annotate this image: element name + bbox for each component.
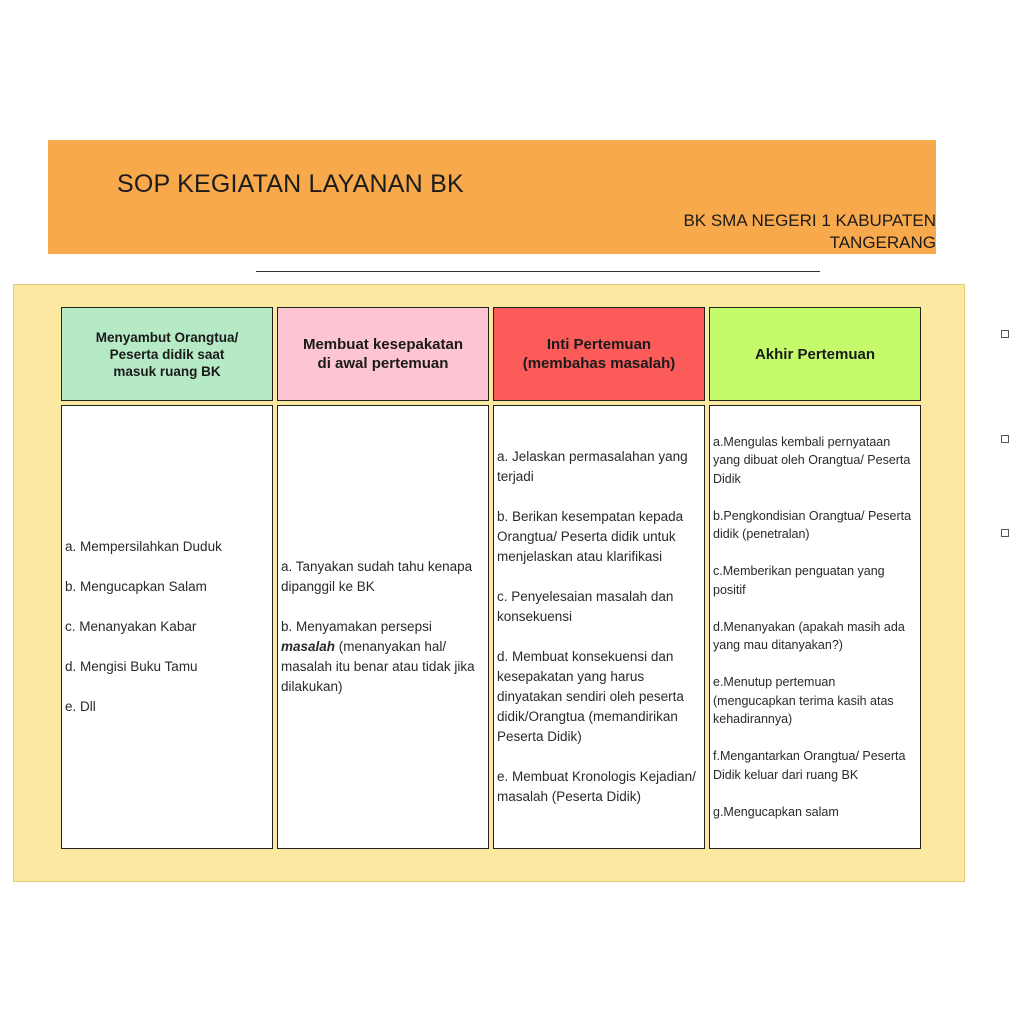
- column-header-line: (membahas masalah): [522, 355, 676, 372]
- list-item: [281, 617, 485, 697]
- list-item: e.Menutup pertemuan (mengucapkan terima kasih atas kehadirannya): [713, 675, 894, 727]
- list-item: f.Mengantarkan Orangtua/ Peserta Didik keluar dari ruang BK: [713, 749, 906, 782]
- column-header-greeting: [61, 307, 273, 401]
- list-item: e. Dll: [65, 699, 96, 714]
- column-body-greeting: [61, 405, 273, 849]
- square-bullet-icon: [1001, 330, 1009, 338]
- list-item: d. Membuat konsekuensi dan kesepakatan yang harus dinyatakan sendiri oleh peserta didik/Orangtua (memandirikan Peserta Didik): [497, 649, 684, 744]
- column-header-line: Akhir Pertemuan: [754, 345, 876, 363]
- list-item: a.Mengulas kembali pernyataan yang dibuat oleh Orangtua/ Peserta Didik: [713, 434, 911, 486]
- column-body-core-meeting: [493, 405, 705, 849]
- column-header-line: Inti Pertemuan: [546, 336, 652, 353]
- list-item: a. Jelaskan permasalahan yang terjadi: [497, 449, 688, 484]
- item-text: (menanyakan hal/ masalah itu benar atau tidak jika dilakukan): [281, 639, 475, 694]
- column-header-line: Membuat kesepakatan: [302, 336, 464, 353]
- list-item: g.Mengucapkan salam: [713, 804, 839, 819]
- square-bullet-icon: [1001, 435, 1009, 443]
- school-name: [616, 210, 936, 254]
- column-header-line: di awal pertemuan: [317, 355, 449, 372]
- list-item: c. Menanyakan Kabar: [65, 619, 197, 634]
- list-item: b. Berikan kesempatan kepada Orangtua/ Peserta didik untuk menjelaskan atau klarifikasi: [497, 509, 684, 564]
- column-header-line: Peserta didik saat: [109, 346, 225, 362]
- list-item: a. Tanyakan sudah tahu kenapa dipanggil ke BK: [281, 559, 473, 594]
- list-item: d. Mengisi Buku Tamu: [65, 659, 198, 674]
- column-header-core-meeting: [493, 307, 705, 401]
- column-header-closing: [709, 307, 921, 401]
- square-bullet-icon: [1001, 529, 1009, 537]
- column-header-agreement: [277, 307, 489, 401]
- list-item: e. Membuat Kronologis Kejadian/ masalah (Peserta Didik): [497, 769, 696, 804]
- list-item: b.Pengkondisian Orangtua/ Peserta didik (penetralan): [713, 508, 912, 542]
- column-body-closing: [709, 405, 921, 849]
- header-divider: [256, 271, 820, 272]
- list-item: d.Menanyakan (apakah masih ada yang mau ditanyakan?): [713, 619, 905, 653]
- emphasis-text: masalah: [281, 639, 336, 654]
- list-item: c. Penyelesaian masalah dan konsekuensi: [497, 589, 674, 624]
- list-item: a. Mempersilahkan Duduk: [65, 539, 222, 554]
- header-banner: [48, 140, 936, 254]
- list-item: c.Memberikan penguatan yang positif: [713, 564, 885, 597]
- list-item: b. Mengucapkan Salam: [65, 579, 207, 594]
- column-header-line: masuk ruang BK: [113, 363, 221, 379]
- item-text: b. Menyamakan persepsi: [281, 619, 432, 634]
- page-title: SOP KEGIATAN LAYANAN BK: [117, 170, 464, 198]
- column-body-agreement: [277, 405, 489, 849]
- school-name-line-1: BK SMA NEGERI 1 KABUPATEN: [683, 211, 936, 230]
- column-header-line: Menyambut Orangtua/: [95, 329, 239, 345]
- school-name-line-2: TANGERANG: [829, 233, 936, 252]
